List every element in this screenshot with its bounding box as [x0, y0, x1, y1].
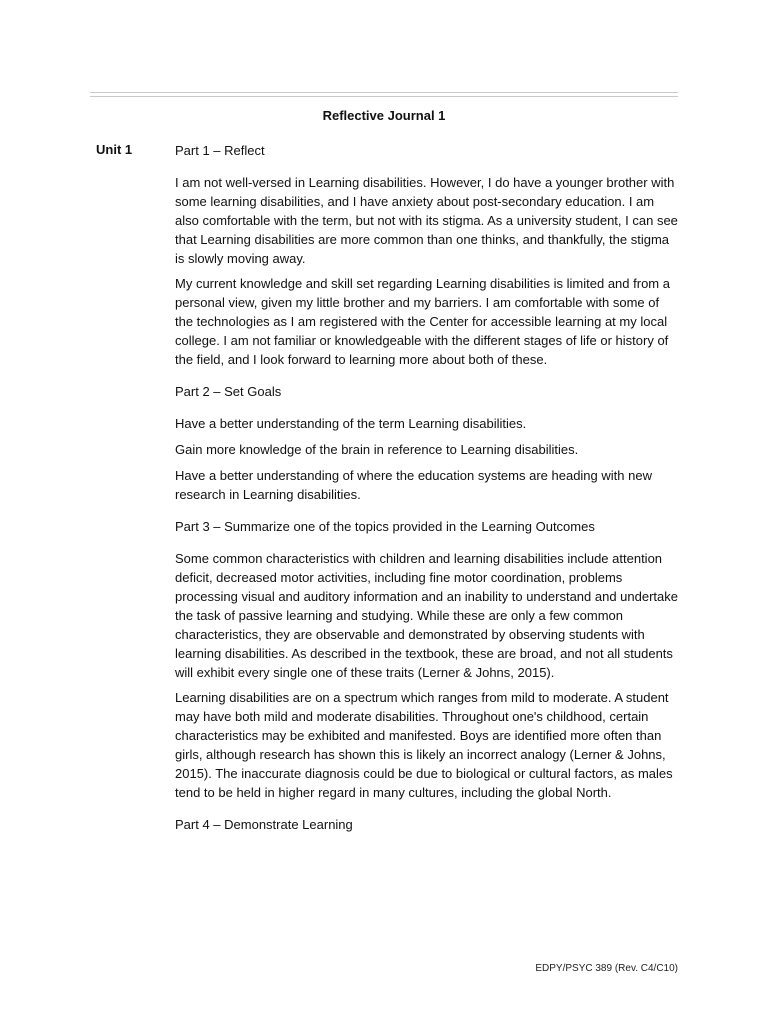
goal-item-2: Gain more knowledge of the brain in reference to Learning disabilities. [175, 442, 579, 457]
part2-heading: Part 2 – Set Goals [175, 384, 282, 399]
document-title: Reflective Journal 1 [322, 108, 446, 123]
part3-paragraph-2: Learning disabilities are on a spectrum which ranges from mild to moderate. A student may have both mild and moderate disabilities. Throughout one's childhood, certain characteristics may be exhibited and manifested. Boys are identified more often than girls, although research has shown this is likely an incorrect analogy (Lerner & Johns, 2015). The inaccurate diagnosis could be due to biological or cultural factors, as males tend to be held in higher regard in many cultures, including the global North. [175, 690, 673, 800]
part1-paragraph-2: My current knowledge and skill set regarding Learning disabilities is limited and from a personal view, given my little brother and my barriers. I am comfortable with some of the technologies as I am registered with the Center for accessible learning at my local college. I am not familiar or knowledgeable with the different stages of life or history of the field, and I look forward to learning more about both of these. [175, 276, 670, 367]
goal-item-1: Have a better understanding of the term Learning disabilities. [175, 416, 527, 431]
part1-paragraph-1: I am not well-versed in Learning disabilities. However, I do have a younger brother with some learning disabilities, and I have anxiety about post-secondary education. I am also comfortable with the term, but not with its stigma. As a university student, I can see that Learning disabilities are more common than one thinks, and thankfully, the stigma is slowly moving away. [175, 175, 678, 266]
part3-heading: Part 3 – Summarize one of the topics provided in the Learning Outcomes [175, 519, 595, 534]
part3-paragraph-1: Some common characteristics with children and learning disabilities include attention deficit, decreased motor activities, including fine motor coordination, problems processing visual and auditory information and an inability to understand and undertake the task of passive learning and studying. While these are only a few common characteristics, they are observable and demonstrated by observing students with learning disabilities. As described in the textbook, these are broad, and not all students will exhibit every single one of these traits (Lerner & Johns, 2015). [175, 551, 678, 680]
part1-heading: Part 1 – Reflect [175, 143, 265, 158]
unit-label: Unit 1 [96, 142, 133, 157]
page-footer: EDPY/PSYC 389 (Rev. C4/C10) [535, 963, 678, 974]
document-body [175, 141, 680, 847]
goal-item-3: Have a better understanding of where the education systems are heading with new research in Learning disabilities. [175, 468, 652, 502]
header-rule-bottom [90, 96, 678, 97]
part4-heading: Part 4 – Demonstrate Learning [175, 817, 353, 832]
header-rule-top [90, 92, 678, 93]
